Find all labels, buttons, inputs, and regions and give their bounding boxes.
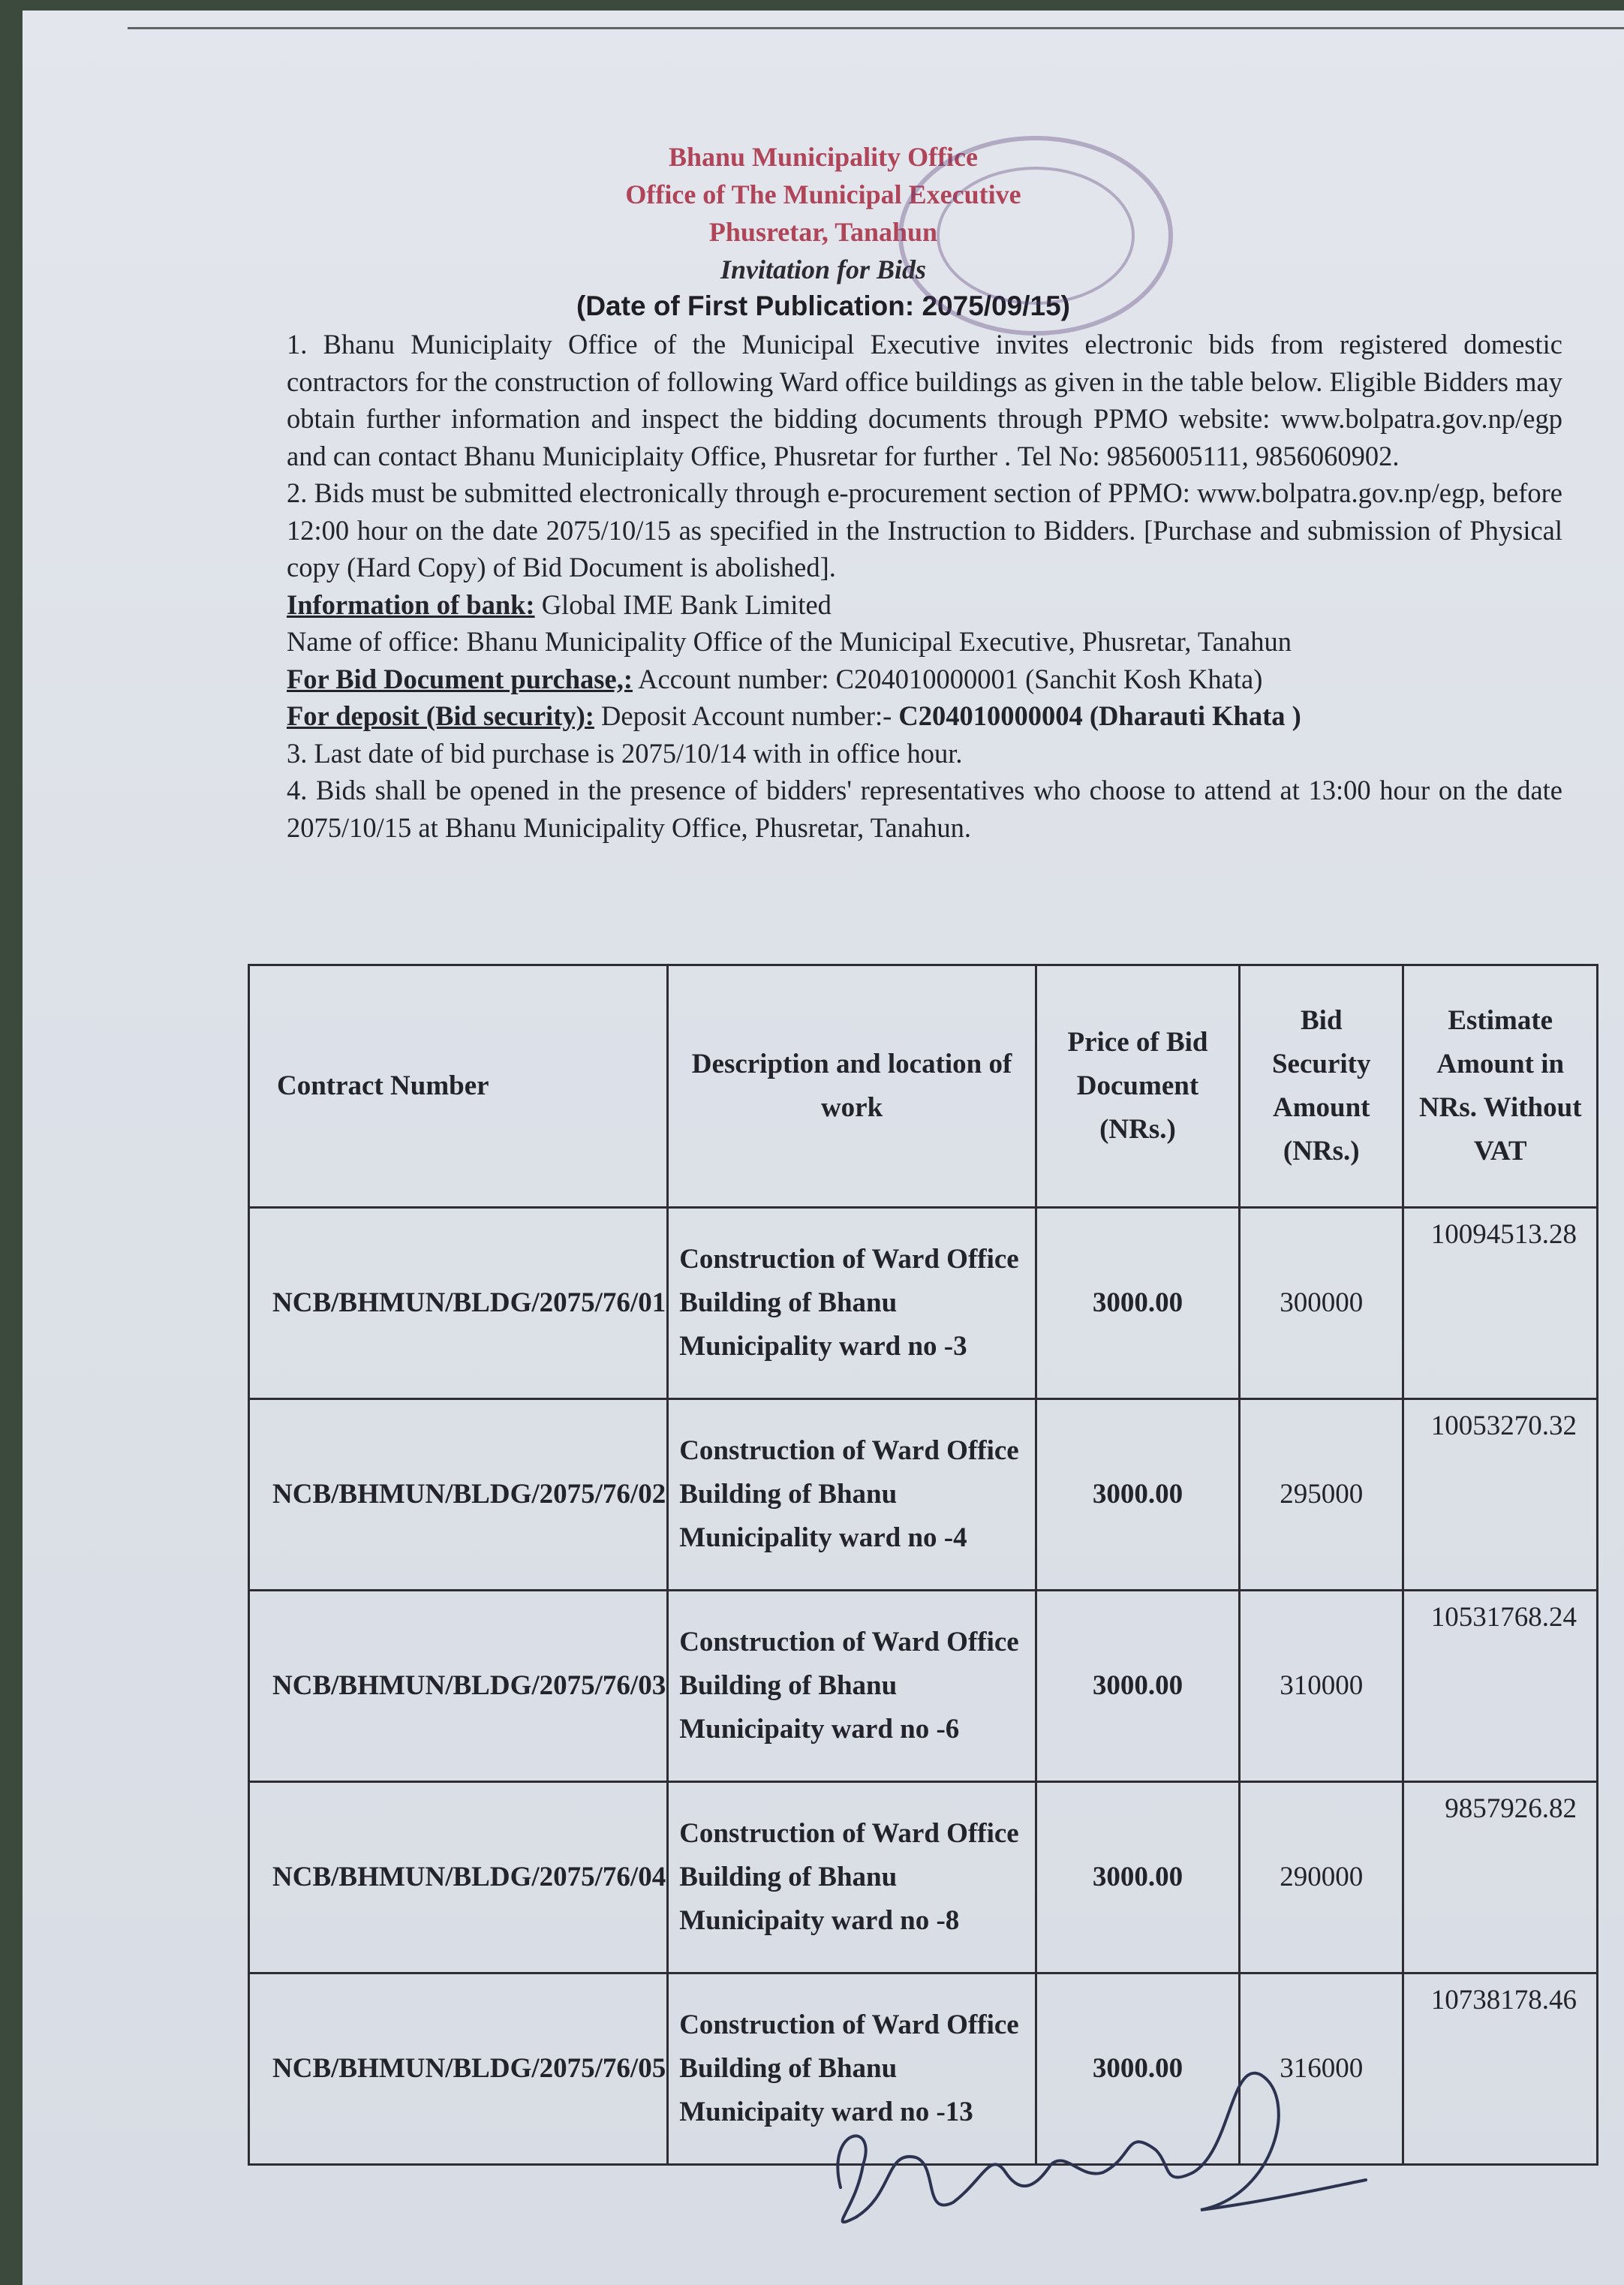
bid-document-price: 3000.00 [1036,1973,1239,2165]
bid-security: 300000 [1240,1208,1403,1399]
table-header-row [249,965,1598,1208]
bank-name: Global IME Bank Limited [534,589,832,620]
work-description: Construction of Ward Office Building of Bhanu Municipaity ward no -13 [668,1973,1036,2165]
bid-document-price: 3000.00 [1036,1591,1239,1782]
publication-date: (Date of First Publication: 2075/09/15) [576,291,1070,321]
col-contract-number: Contract Number [249,965,668,1208]
notice-body [287,326,1562,846]
work-description: Construction of Ward Office Building of Bhanu Municipaity ward no -6 [668,1591,1036,1782]
paragraph-1: 1. Bhanu Municiplaity Office of the Municipal Executive invites electronic bids from registered domestic contractors for the construction of following Ward office buildings as given in the table below. Eligible Bidders may obtain further information and inspect the bidding documents through PPMO website: www.bolpatra.gov.np/egp and can contact Bhanu Municiplaity Office, Phusretar for further . Tel No: 9856005111, 9856060902. [287,329,1562,471]
bid-security: 310000 [1240,1591,1403,1782]
purchase-account-line [287,661,1562,698]
paragraph-2: 2. Bids must be submitted electronically through e-procurement section of PPMO: www.bolpatra.gov.np/egp, before 12:00 hour on the date 2075/10/15 as specified in the Instruction to Bidders. [Purchase and submission of Physical copy (Hard Copy) of Bid Document is abolished]. [287,477,1562,583]
estimate-amount: 10053270.32 [1403,1399,1598,1591]
table-row [249,1399,1598,1591]
page-top-rule [128,27,1624,29]
paragraph-3: 3. Last date of bid purchase is 2075/10/14 with in office hour. [287,737,963,769]
bid-security: 295000 [1240,1399,1403,1591]
work-description: Construction of Ward Office Building of Bhanu Municipality ward no -3 [668,1208,1036,1399]
contract-number: NCB/BHMUN/BLDG/2075/76/03 [249,1591,668,1782]
office-stamp-icon [886,123,1186,348]
bid-security: 316000 [1240,1973,1403,2165]
deposit-account-line [287,697,1562,735]
contracts-table [248,964,1598,2166]
table-row [249,1591,1598,1782]
office-name: Bhanu Municipality Office [668,142,979,172]
purchase-label: For Bid Document purchase,: [287,663,633,694]
table-row [249,1782,1598,1973]
bank-info-line [287,586,1562,624]
col-price: Price of Bid Document (NRs.) [1036,965,1239,1208]
office-name-line: Name of office: Bhanu Municipality Office of the Municipal Executive, Phusretar, Tanahun [287,626,1292,657]
office-location: Phusretar, Tanahun [708,217,938,247]
estimate-amount: 10094513.28 [1403,1208,1598,1399]
col-description: Description and location of work [668,965,1036,1208]
contract-number: NCB/BHMUN/BLDG/2075/76/02 [249,1399,668,1591]
contract-number: NCB/BHMUN/BLDG/2075/76/04 [249,1782,668,1973]
bid-document-price: 3000.00 [1036,1208,1239,1399]
estimate-amount: 9857926.82 [1403,1782,1598,1973]
table-row [249,1208,1598,1399]
contract-number: NCB/BHMUN/BLDG/2075/76/01 [249,1208,668,1399]
deposit-text: Deposit Account number:- [594,700,899,731]
office-subtitle: Office of The Municipal Executive [625,179,1021,209]
col-security: Bid Security Amount (NRs.) [1240,965,1403,1208]
notice-header [23,138,1624,324]
deposit-account: C204010000004 (Dharauti Khata ) [898,700,1301,731]
purchase-account: Account number: C204010000001 (Sanchit Kosh Khata) [633,663,1263,694]
col-estimate: Estimate Amount in NRs. Without VAT [1403,965,1598,1208]
bid-security: 290000 [1240,1782,1403,1973]
estimate-amount: 10738178.46 [1403,1973,1598,2165]
contract-number: NCB/BHMUN/BLDG/2075/76/05 [249,1973,668,2165]
bid-document-price: 3000.00 [1036,1782,1239,1973]
handwritten-signature-icon [810,2037,1381,2247]
bid-document-price: 3000.00 [1036,1399,1239,1591]
paragraph-4: 4. Bids shall be opened in the presence of bidders' representatives who choose to attend at 13:00 hour on the date 2075/10/15 at Bhanu Municipality Office, Phusretar, Tanahun. [287,775,1562,843]
bank-label: Information of bank: [287,589,535,620]
notice-title: Invitation for Bids [720,254,927,284]
deposit-label: For deposit (Bid security): [287,700,594,731]
work-description: Construction of Ward Office Building of Bhanu Municipality ward no -4 [668,1399,1036,1591]
estimate-amount: 10531768.24 [1403,1591,1598,1782]
document-page [23,11,1624,2285]
work-description: Construction of Ward Office Building of Bhanu Municipaity ward no -8 [668,1782,1036,1973]
